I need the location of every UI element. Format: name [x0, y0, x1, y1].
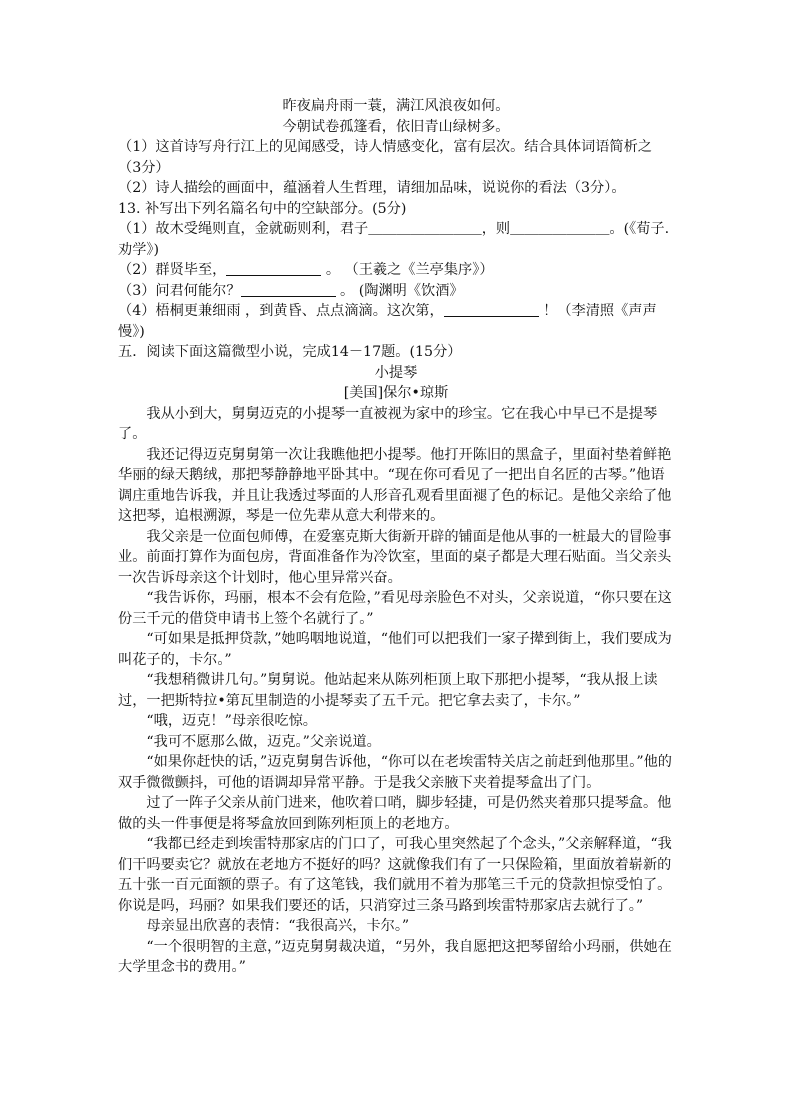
question-13-item-4: [118, 301, 674, 342]
answer-blank[interactable]: [226, 261, 321, 276]
story-paragraph: “我想稍微讲几句。”舅舅说。他站起来从陈列柜顶上取下那把小提琴，“我从报上读过，一把斯特拉•第瓦里制造的小提琴卖了五千元。把它拿去卖了，卡尔。”: [118, 672, 658, 709]
story-title: 小提琴: [374, 364, 418, 381]
item-2-suffix: 。 （王羲之《兰亭集序》）: [321, 262, 494, 278]
question-13-item-3: [118, 281, 674, 302]
question-13-title: 13. 补写出下列名篇名句中的空缺部分。(5分): [118, 200, 407, 217]
story-paragraph: “一个很明智的主意，”迈克舅舅裁决道，“另外，我自愿把这把琴留给小玛丽，供她在大学里念书的费用。”: [118, 938, 672, 975]
story-author: [美国]保尔•琼斯: [343, 385, 449, 401]
item-2-prefix: （2）群贤毕至，: [118, 262, 227, 278]
story-paragraph: “哦，迈克！”母亲很吃惊。: [146, 713, 317, 729]
question-12-2: （2）诗人描绘的画面中，蕴涵着人生哲理，请细加品味，说说你的看法（3分）。: [118, 180, 626, 196]
item-3-prefix: （3）问君何能尔？: [118, 282, 241, 299]
story-paragraph: “我可不愿那么做，迈克。”父亲说道。: [146, 733, 381, 750]
story-paragraph: “我都已经走到埃雷特那家店的门口了，可我心里突然起了个念头，”父亲解释道，“我们干吗要卖它？就放在老地方不挺好的吗？这就像我们有了一只保险箱，里面放着崭新的五十张一百元面额的票子。有了这笔钱，我们就用不着为那笔三千元的贷款担惊受怕了。你说是吗，玛丽？如果我们要还的话，只消穿过三条马路到埃雷特那家店去就行了。”: [118, 836, 672, 914]
story-paragraph: “如果你赶快的话，”迈克舅舅告诉他，“你可以在老埃雷特关店之前赶到他那里。”他的双手微微颤抖，可他的语调却异常平静。于是我父亲腋下夹着提琴盒出了门。: [118, 754, 672, 791]
story-paragraph: 我还记得迈克舅舅第一次让我瞧他把小提琴。他打开陈旧的黑盒子，里面衬垫着鲜艳华丽的绿天鹅绒，那把琴静静地平卧其中。“现在你可看见了一把出自名匠的古琴。”他语调庄重地告诉我，并且让我透过琴面的人形音孔观看里面褪了色的标记。是他父亲给了他这把琴，追根溯源，琴是一位先辈从意大利带来的。: [118, 446, 672, 524]
item-4-suffix: ！（李清照《声声慢》): [118, 303, 657, 340]
story-paragraph: “可如果是抵押贷款，”她呜咽地说道，“他们可以把我们一家子撵到街上，我们要成为叫花子的，卡尔。”: [118, 631, 672, 668]
item-4-prefix: （4）梧桐更兼细雨 ，到黄昏、点点滴滴。这次第，: [118, 303, 444, 319]
poem-line-2: 今朝试卷孤篷看，依旧青山绿树多。: [282, 118, 510, 135]
item-3-suffix: 。 (陶渊明《饮酒》: [335, 282, 464, 299]
story-paragraph: 我父亲是一位面包师傅，在爱塞克斯大街新开辟的铺面是他从事的一桩最大的冒险事业。前面打算作为面包房，背面准备作为冷饮室，里面的桌子都是大理石贴面。当父亲头一次告诉母亲这个计划时，他心里异常兴奋。: [118, 528, 672, 586]
document-page: [118, 96, 674, 978]
answer-blank[interactable]: [444, 302, 539, 317]
question-13-item-1: （1）故木受绳则直，金就砺则利，君子＿＿＿＿＿＿＿＿，则＿＿＿＿＿＿＿。(《荀子. 劝学》): [118, 221, 670, 258]
story-paragraph: 我从小到大，舅舅迈克的小提琴一直被视为家中的珍宝。它在我心中早已不是提琴了。: [118, 405, 658, 442]
question-12-1: （1）这首诗写舟行江上的见闻感受，诗人情感变化，富有层次。结合具体词语简析之（3分）: [118, 139, 652, 176]
question-13-item-2: [118, 260, 674, 281]
story-body: [118, 404, 674, 978]
section-5-heading: 五．阅读下面这篇微型小说，完成14－17题。(15分）: [118, 344, 462, 360]
story-paragraph: “我告诉你，玛丽，根本不会有危险，”看见母亲脸色不对头，父亲说道，“你只要在这份三千元的借贷申请书上签个名就行了。”: [118, 590, 672, 627]
story-paragraph: 母亲显出欣喜的表情：“我很高兴，卡尔。”: [146, 918, 410, 934]
poem-line-1: 昨夜扁舟雨一蓑，满江风浪夜如何。: [282, 98, 510, 114]
story-paragraph: 过了一阵子父亲从前门进来，他吹着口哨，脚步轻捷，可是仍然夹着那只提琴盒。他做的头一件事便是将琴盒放回到陈列柜顶上的老地方。: [118, 795, 672, 832]
answer-blank[interactable]: [241, 282, 336, 297]
